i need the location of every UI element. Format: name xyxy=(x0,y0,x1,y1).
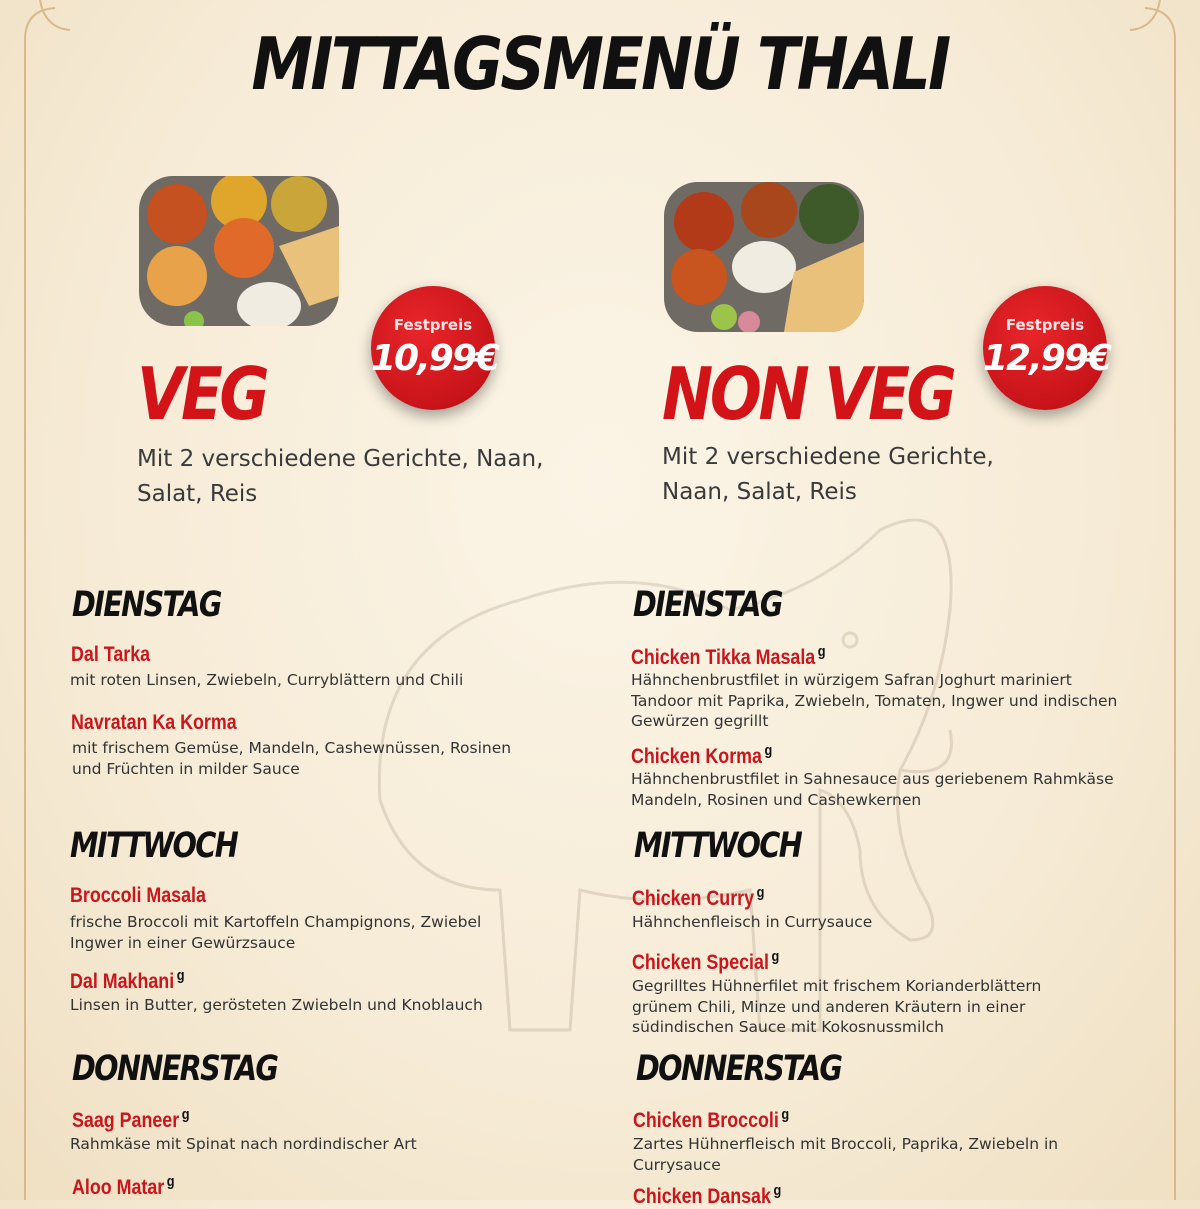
veg-dish-name xyxy=(72,1106,190,1133)
veg-day-heading-mittwoch: MITTWOCH xyxy=(70,826,238,866)
description-line: mit frischem Gemüse, Mandeln, Cashewnüssen, Rosinen xyxy=(72,739,512,757)
allergen-mark: g xyxy=(764,742,773,759)
description-line: Rahmkäse mit Spinat nach nordindischer Art xyxy=(70,1135,417,1153)
veg-day-heading-donnerstag: DONNERSTAG xyxy=(72,1049,278,1089)
nonveg-day-heading-dienstag: DIENSTAG xyxy=(633,585,782,625)
veg-dish-description xyxy=(70,912,481,953)
veg-price-badge xyxy=(371,286,498,410)
veg-price-value: 10,99€ xyxy=(371,338,498,379)
dish-title: Aloo Matar xyxy=(72,1176,165,1199)
dish-title: Navratan Ka Korma xyxy=(71,711,237,734)
frame-right-line xyxy=(1174,60,1176,1200)
nonveg-price-label: Festpreis xyxy=(1005,316,1085,334)
veg-price-label: Festpreis xyxy=(393,316,473,334)
description-line: Hähnchenbrustfilet in würzigem Safran Joghurt mariniert xyxy=(631,671,1072,689)
nonveg-dish-description xyxy=(633,1134,1058,1175)
allergen-mark: g xyxy=(771,948,780,965)
veg-dish-description xyxy=(70,995,483,1016)
veg-dish-name xyxy=(70,967,185,994)
dish-title: Chicken Special xyxy=(632,951,769,974)
veg-title: VEG xyxy=(137,352,267,436)
veg-dish-description xyxy=(72,738,511,779)
dish-title: Chicken Dansak xyxy=(633,1185,771,1208)
description-line: Ingwer in einer Gewürzsauce xyxy=(70,933,296,952)
description-line: frische Broccoli mit Kartoffeln Champignons, Zwiebel xyxy=(70,913,482,931)
veg-description xyxy=(137,442,543,512)
allergen-mark: g xyxy=(781,1106,790,1123)
allergen-mark: g xyxy=(166,1173,175,1190)
nonveg-dish-name xyxy=(631,643,826,670)
description-line: Gewürzen gegrillt xyxy=(631,712,769,730)
veg-dish-name xyxy=(71,711,237,735)
nonveg-dish-name xyxy=(633,1106,789,1133)
nonveg-description-line: Naan, Salat, Reis xyxy=(662,479,857,505)
nonveg-price-value: 12,99€ xyxy=(983,338,1110,379)
nonveg-dish-name xyxy=(633,1182,781,1209)
description-line: mit roten Linsen, Zwiebeln, Curryblättern und Chili xyxy=(70,671,464,689)
veg-dish-description xyxy=(70,670,463,691)
allergen-mark: g xyxy=(773,1182,782,1199)
description-line: und Früchten in milder Sauce xyxy=(72,759,300,778)
description-line: Tandoor mit Paprika, Zwiebeln, Tomaten, Ingwer und indischen xyxy=(631,691,1118,710)
dish-title: Chicken Curry xyxy=(632,887,755,910)
nonveg-price-badge xyxy=(983,286,1110,410)
nonveg-dish-description xyxy=(632,976,1041,1038)
nonveg-dish-description xyxy=(632,912,872,933)
nonveg-description xyxy=(662,440,994,510)
description-line: grünem Chili, Minze und anderen Kräutern in einer xyxy=(632,997,1026,1016)
veg-dish-description xyxy=(70,1134,417,1155)
veg-dish-name xyxy=(70,884,206,908)
veg-dish-name xyxy=(71,643,150,667)
description-line: Linsen in Butter, gerösteten Zwiebeln und Knoblauch xyxy=(70,996,483,1014)
description-line: Currysauce xyxy=(633,1155,721,1174)
dish-title: Dal Tarka xyxy=(71,643,151,666)
dish-title: Chicken Tikka Masala xyxy=(631,646,816,669)
nonveg-dish-name xyxy=(632,884,764,911)
dish-title: Saag Paneer xyxy=(72,1109,180,1132)
allergen-mark: g xyxy=(817,643,826,660)
dish-title: Chicken Korma xyxy=(631,745,762,768)
veg-description-line: Mit 2 verschiedene Gerichte, Naan, xyxy=(137,446,544,472)
veg-dish-name xyxy=(72,1173,175,1200)
dish-title: Dal Makhani xyxy=(70,970,175,993)
dish-title: Chicken Broccoli xyxy=(633,1109,779,1132)
nonveg-day-heading-mittwoch: MITTWOCH xyxy=(634,826,802,866)
nonveg-dish-name xyxy=(632,948,779,975)
nonveg-dish-description xyxy=(631,769,1114,810)
page-title: MITTAGSMENÜ THALI xyxy=(251,22,949,106)
description-line: Hähnchenfleisch in Currysauce xyxy=(632,913,873,931)
allergen-mark: g xyxy=(756,884,765,901)
veg-thali-image xyxy=(139,176,339,326)
nonveg-title: NON VEG xyxy=(662,352,954,436)
nonveg-dish-name xyxy=(631,742,772,769)
nonveg-dish-description xyxy=(631,670,1117,732)
description-line: südindischen Sauce mit Kokosnussmilch xyxy=(632,1018,944,1036)
description-line: Gegrilltes Hühnerfilet mit frischem Korianderblättern xyxy=(632,977,1042,995)
description-line: Mandeln, Rosinen und Cashewkernen xyxy=(631,790,922,809)
veg-description-line: Salat, Reis xyxy=(137,481,258,507)
nonveg-day-heading-donnerstag: DONNERSTAG xyxy=(636,1049,842,1089)
frame-left-line xyxy=(24,60,26,1200)
allergen-mark: g xyxy=(176,967,185,984)
description-line: Hähnchenbrustfilet in Sahnesauce aus geriebenem Rahmkäse xyxy=(631,770,1114,788)
nonveg-description-line: Mit 2 verschiedene Gerichte, xyxy=(662,444,994,470)
allergen-mark: g xyxy=(181,1106,190,1123)
dish-title: Broccoli Masala xyxy=(70,884,206,907)
veg-day-heading-dienstag: DIENSTAG xyxy=(72,585,221,625)
nonveg-thali-image xyxy=(664,182,864,332)
description-line: Zartes Hühnerfleisch mit Broccoli, Paprika, Zwiebeln in xyxy=(633,1135,1059,1153)
